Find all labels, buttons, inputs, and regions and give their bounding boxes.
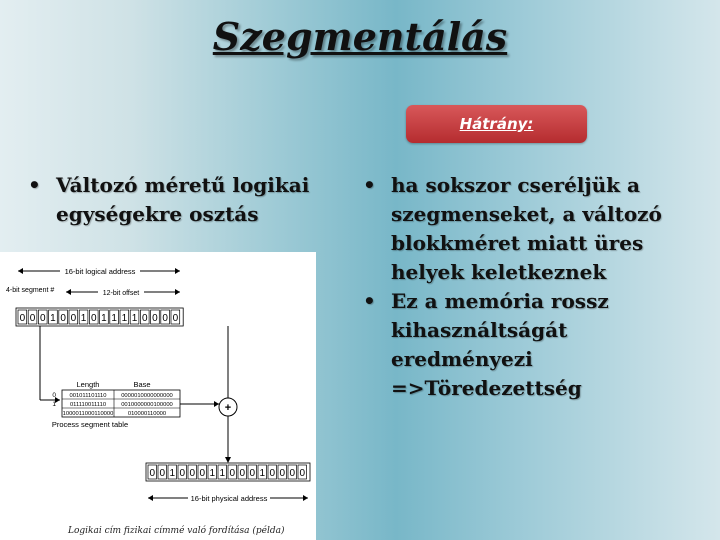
logical-bit-value: 1 [111, 313, 117, 324]
disadvantage-badge [406, 105, 587, 143]
logical-bit-value: 0 [172, 313, 179, 324]
physical-bit-value: 0 [279, 468, 286, 479]
right-bullet-item: • ha sokszor cseréljük a szegmenseket, a változó blokkméret miatt üres helyek keletkeznek [361, 171, 671, 287]
physical-bit-value: 0 [189, 468, 196, 479]
slide-title: Szegmentálás [212, 14, 508, 59]
table-cell: 010000110000 [127, 411, 167, 417]
physical-bit-value: 0 [229, 468, 236, 479]
logical-address-bits [16, 308, 183, 326]
logical-bit-value: 0 [162, 313, 168, 324]
physical-bit-value: 0 [269, 468, 276, 479]
physical-bit-value: 0 [159, 468, 166, 479]
logical-bit-value: 0 [70, 313, 77, 324]
logical-bit-value: 1 [80, 313, 87, 324]
left-bullet-item: • Változó méretű logikai egységekre osztás [26, 171, 346, 229]
logical-bit-value: 0 [29, 313, 36, 324]
base-label: Base [133, 380, 151, 389]
table-cell: 011110011110 [69, 402, 107, 408]
left-column [26, 171, 346, 229]
logical-bit-value: 0 [60, 313, 66, 324]
table-cell: 1000011000110000 [62, 411, 114, 417]
badge-label: Hátrány: [459, 115, 534, 133]
right-column [361, 171, 671, 403]
physical-bit-value: 0 [249, 468, 256, 479]
logical-bit-value: 1 [101, 313, 107, 324]
physical-bit-value: 0 [149, 468, 156, 479]
length-label: Length [76, 380, 100, 389]
offset-label: 12-bit offset [102, 290, 140, 297]
logical-bit-value: 0 [141, 313, 148, 324]
table-row-index: 0 [52, 392, 56, 399]
logical-bit-value: 1 [50, 313, 56, 324]
physical-bit-value: 0 [199, 468, 206, 479]
logical-bit-value: 1 [121, 313, 128, 324]
table-cell: 0000010000000000 [121, 393, 173, 399]
physical-bit-value: 0 [179, 468, 186, 479]
physical-bit-value: 0 [289, 468, 296, 479]
physical-bit-value: 1 [169, 468, 176, 479]
logical-bit-value: 0 [19, 313, 26, 324]
physical-bit-value: 1 [259, 468, 266, 479]
table-row-index: 1 [52, 401, 56, 408]
figure-caption: Logikai cím fizikai címmé való fordítása (példa) [68, 526, 285, 536]
physical-bit-value: 1 [219, 468, 226, 479]
physical-address-label: 16-bit physical address [190, 494, 268, 503]
table-label: Process segment table [51, 420, 129, 429]
logical-bit-value: 1 [131, 313, 138, 324]
physical-bit-value: 0 [299, 468, 306, 479]
segment-label: 4-bit segment # [6, 287, 55, 294]
address-translation-figure [0, 252, 316, 540]
table-cell: 001011101110 [69, 393, 107, 399]
physical-bit-value: 1 [209, 468, 216, 479]
right-bullet-item: • Ez a memória rossz kihasználtságát eredményezi =>Töredezettség [361, 287, 671, 403]
physical-bit-value: 0 [239, 468, 246, 479]
physical-address-bits [146, 463, 310, 481]
logical-bit-value: 0 [152, 313, 158, 324]
logical-address-label: 16-bit logical address [64, 267, 136, 276]
svg-text:+: + [224, 402, 232, 414]
logical-bit-value: 0 [39, 313, 46, 324]
logical-bit-value: 0 [90, 313, 97, 324]
table-cell: 0010000000100000 [121, 402, 173, 408]
